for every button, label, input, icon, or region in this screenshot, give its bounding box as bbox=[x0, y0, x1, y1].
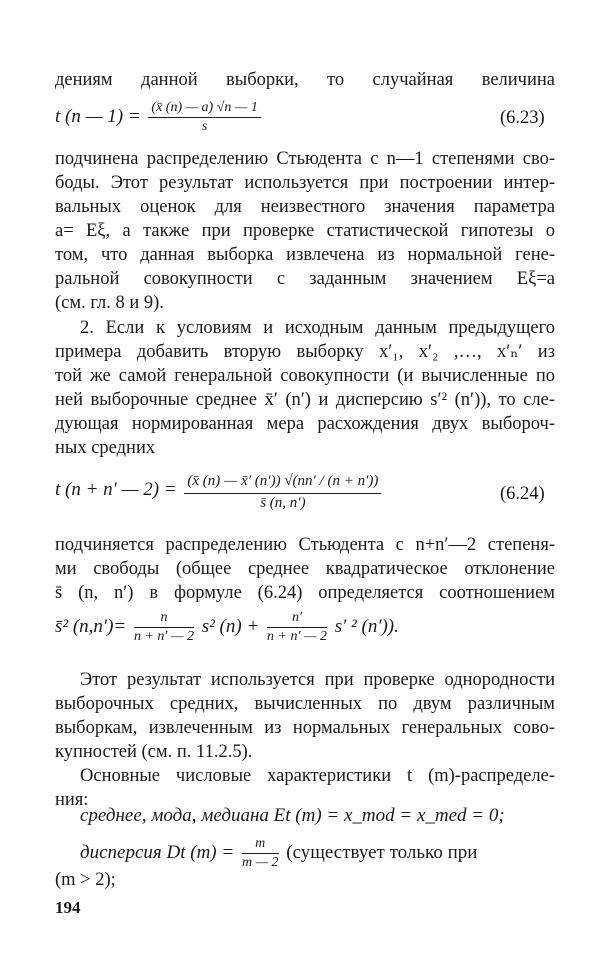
equation-lhs: t (n — 1) = bbox=[55, 105, 141, 127]
text-line: выборочных средних, вычисленных по двум различным bbox=[55, 694, 555, 714]
char-label: среднее, мода, медиана bbox=[80, 805, 269, 826]
equation-middle: s² (n) + bbox=[201, 615, 260, 637]
equation-tail: s′ ² (n′)). bbox=[334, 615, 399, 637]
equation-6-23 bbox=[55, 100, 264, 135]
char-mean bbox=[80, 805, 505, 827]
fraction-denominator: s̄ (n, n′) bbox=[260, 495, 306, 511]
char-label: дисперсия bbox=[80, 841, 162, 863]
equation-pooled-variance bbox=[55, 610, 399, 645]
text-line: s̄ (n, n′) в формуле (6.24) определяется соотношением bbox=[55, 583, 555, 603]
text-line: примера добавить вторую выборку x′₁, x′₂ ,…, x′ₙ′ из bbox=[55, 342, 555, 362]
text-line: подчинена распределению Стьюдента с n—1 степенями сво- bbox=[55, 149, 555, 169]
text-line: боды. Этот результат используется при построении интер- bbox=[55, 173, 555, 193]
fraction-denominator: m — 2 bbox=[241, 855, 279, 870]
equation-number: (6.24) bbox=[500, 484, 545, 504]
char-dispersion bbox=[80, 836, 477, 871]
fraction-denominator: s bbox=[201, 119, 208, 134]
fraction-numerator: n bbox=[134, 610, 194, 628]
fraction-denominator: n + n′ — 2 bbox=[267, 629, 327, 644]
text-line: ных средних bbox=[55, 438, 156, 458]
text-line: купностей (см. п. 11.2.5). bbox=[55, 742, 253, 762]
char-expression: Dt (m) = bbox=[166, 841, 235, 863]
text-line: дениям данной выборки, то случайная величина bbox=[55, 70, 555, 90]
text-line: ней выборочные среднее x̄′ (n′) и дисперсию s′² (n′)), то сле- bbox=[55, 390, 555, 410]
text-line: вальных оценок для неизвестного значения параметра bbox=[55, 197, 555, 217]
text-line: выборкам, извлеченным из нормальных генеральных сово- bbox=[55, 718, 555, 738]
text-line: ми свободы (общее среднее квадратическое отклонение bbox=[55, 559, 555, 579]
text-line: ральной совокупности с заданным значением Eξ=a bbox=[55, 269, 555, 289]
equation-fraction bbox=[148, 100, 260, 135]
fraction-numerator: m bbox=[242, 836, 279, 854]
equation-fraction bbox=[242, 836, 279, 871]
fraction-denominator: n + n′ — 2 bbox=[133, 629, 194, 644]
fraction-numerator: (x̄ (n) — x̄′ (n′)) √(nn′ / (n + n′)) bbox=[184, 470, 381, 494]
text-line: 2. Если к условиям и исходным данным предыдущего bbox=[80, 318, 555, 338]
fraction-numerator: n′ bbox=[267, 610, 327, 628]
text-line: том, что данная выборка извлечена из нормальной гене- bbox=[55, 245, 555, 265]
text-line: дующая нормированная мера расхождения двух выбороч- bbox=[55, 414, 555, 434]
text-line: (m > 2); bbox=[55, 870, 116, 890]
equation-number: (6.23) bbox=[500, 108, 545, 128]
text-line: подчиняется распределению Стьюдента с n+n′—2 степеня- bbox=[55, 535, 555, 555]
char-note: (существует только при bbox=[286, 841, 478, 863]
text-line: ния: bbox=[55, 790, 89, 810]
equation-fraction bbox=[184, 470, 381, 511]
equation-6-24 bbox=[55, 470, 384, 511]
text-line: a= Eξ, а также при проверке статистической гипотезы о bbox=[55, 221, 555, 241]
equation-lhs: t (n + n′ — 2) = bbox=[55, 478, 177, 500]
equation-lhs: s̄² (n,n′)= bbox=[55, 615, 127, 637]
equation-fraction bbox=[267, 610, 327, 645]
char-expression: Et (m) = x_mod = x_med = 0; bbox=[273, 805, 505, 826]
fraction-numerator: (x̄ (n) — a) √n — 1 bbox=[148, 100, 260, 118]
text-line: Этот результат используется при проверке однородности bbox=[80, 670, 555, 690]
equation-fraction bbox=[134, 610, 194, 645]
text-line: (см. гл. 8 и 9). bbox=[55, 293, 164, 313]
text-line: той же самой генеральной совокупности (и вычисленные по bbox=[55, 366, 555, 386]
page-number: 194 bbox=[55, 898, 81, 917]
text-line: Основные числовые характеристики t (m)-распределе- bbox=[80, 766, 555, 786]
